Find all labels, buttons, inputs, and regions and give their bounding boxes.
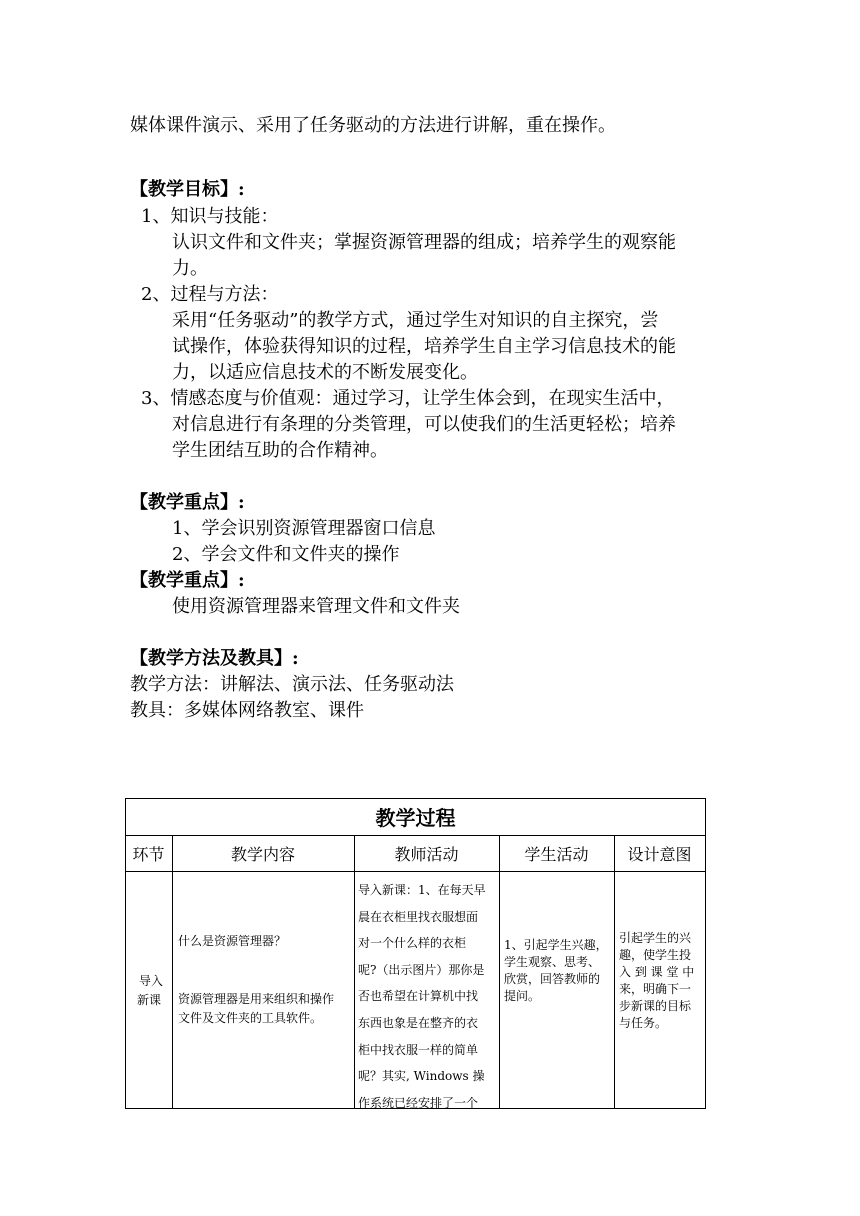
objective-3-line: 对信息进行有条理的分类管理，可以使我们的生活更轻松；培养 [172,414,676,435]
key-point-item: 1、学会识别资源管理器窗口信息 [172,518,436,539]
teacher-line: 呢？其实, Windows 操 [358,1069,485,1084]
objective-3-first-line: 3、情感态度与价值观：通过学习，让学生体会到，在现实生活中， [141,388,675,409]
teacher-line: 作系统已经安排了一个 [358,1095,479,1110]
teacher-line: 呢?（出示图片）那你是 [358,962,485,977]
key-point2-item: 使用资源管理器来管理文件和文件夹 [172,596,460,617]
objective-1-line: 力。 [172,258,208,279]
table-title: 教学过程 [375,806,456,830]
student-line: 提问。 [504,989,541,1003]
student-line: 1、引起学生兴趣， [504,938,608,952]
teacher-activity [358,877,496,1116]
intro-line: 媒体课件演示、采用了任务驱动的方法进行讲解，重在操作。 [130,115,616,136]
table-header: 设计意图 [627,844,692,864]
teacher-line: 柜中找衣服一样的简单 [358,1042,479,1057]
objective-2-line: 采用“任务驱动”的教学方式，通过学生对知识的自主探究，尝 [172,310,659,331]
table-header: 学生活动 [524,844,589,864]
methods-heading: 【教学方法及教具】: [130,648,299,669]
methods-tools: 教具：多媒体网络教室、课件 [130,700,364,721]
objective-1-line: 认识文件和文件夹；掌握资源管理器的组成；培养学生的观察能 [172,232,676,253]
teacher-line: 东西也象是在整齐的衣 [358,1015,479,1030]
teacher-line: 晨在衣柜里找衣服想面 [358,909,479,924]
table-border [499,835,500,1109]
table-border [125,871,706,872]
intent-line: 步新课的目标 [619,999,692,1013]
objective-2-line: 试操作，体验获得知识的过程，培养学生自主学习信息技术的能 [172,336,676,357]
objective-2-line: 力，以适应信息技术的不断发展变化。 [172,362,478,383]
intent-line: 入 到 课 堂 中 [619,965,695,979]
table-border [705,798,706,1109]
intent-line: 来，明确下一 [619,982,692,996]
objective-2-label: 2、过程与方法： [141,284,279,305]
content-answer-line: 资源管理器是用来组织和操作 [178,992,335,1006]
stage-label: 新课 [137,993,162,1007]
student-line: 学生观察、思考、 [504,955,601,969]
table-border [614,835,615,1109]
intent-line: 趣，使学生投 [619,948,692,962]
table-header: 环节 [132,844,165,864]
table-header: 教师活动 [394,844,459,864]
content-answer-line: 文件及文件夹的工具软件。 [178,1011,323,1025]
content-question: 什么是资源管理器？ [178,934,287,948]
teacher-line: 对一个什么样的衣柜 [358,936,467,951]
objectives-heading: 【教学目标】: [130,179,245,200]
table-border [172,835,173,1109]
objective-3-line: 学生团结互助的合作精神。 [172,440,388,461]
methods-method: 教学方法：讲解法、演示法、任务驱动法 [130,674,454,695]
intent-line: 引起学生的兴 [619,931,692,945]
objective-1-label: 1、知识与技能： [141,206,279,227]
key-point-item: 2、学会文件和文件夹的操作 [172,544,400,565]
table-header: 教学内容 [230,844,295,864]
key-points2-heading: 【教学重点】: [130,570,245,591]
table-border [354,835,355,1109]
teacher-line: 否也希望在计算机中找 [358,989,479,1004]
student-line: 欣赏，回答教师的 [504,972,601,986]
intent-line: 与任务。 [619,1016,668,1030]
teacher-line: 导入新课：1、在每天早 [358,883,486,897]
process-table [125,798,706,1109]
key-points-heading: 【教学重点】: [130,492,245,513]
stage-label: 导入 [139,974,164,988]
